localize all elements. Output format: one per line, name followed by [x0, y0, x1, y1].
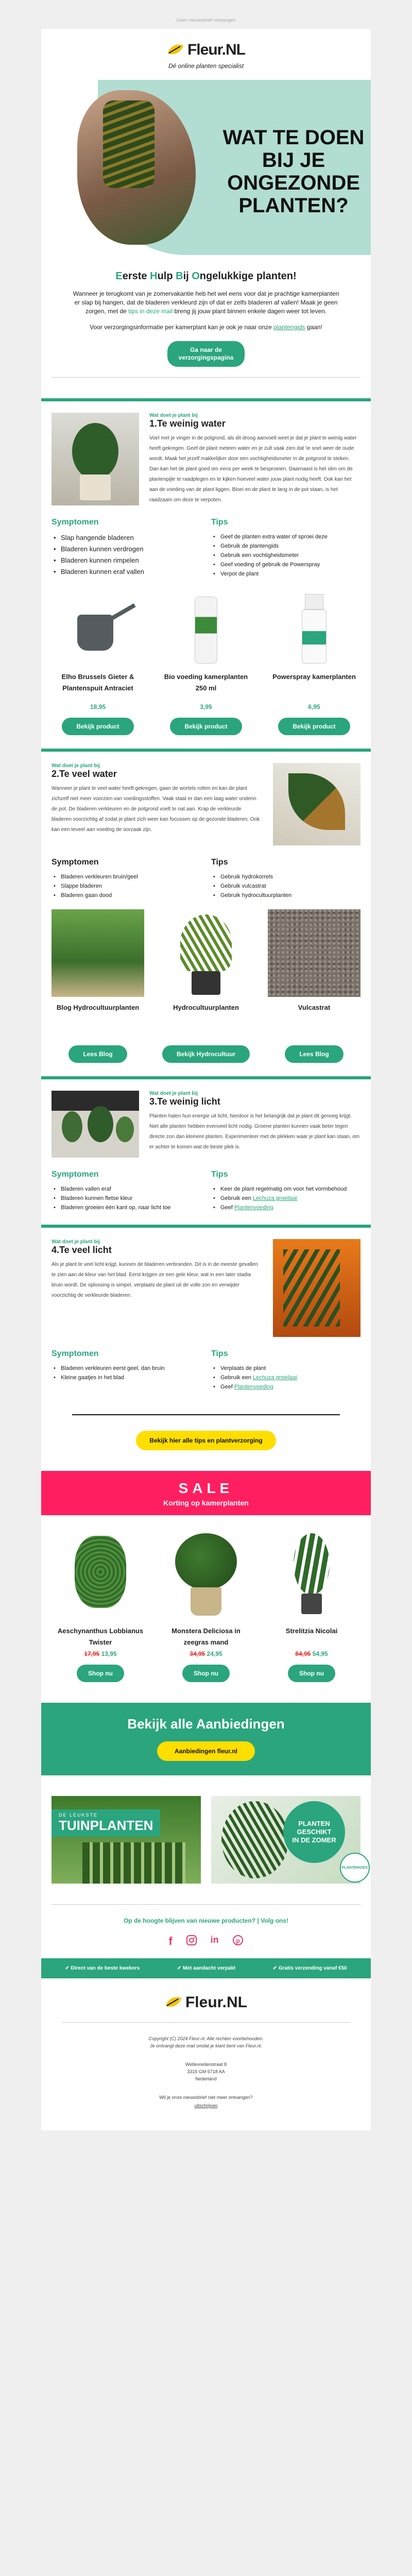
hero-leaf-photo: [103, 100, 154, 188]
info-card[interactable]: [52, 909, 144, 1063]
info-card[interactable]: [160, 909, 252, 1063]
tip-link[interactable]: Plantenvoeding: [234, 1205, 273, 1211]
tip-item: • Gebruik een Lechuza groeilaai: [211, 1194, 360, 1203]
powerspray-image: [268, 589, 360, 666]
symptoms-list: [52, 872, 201, 900]
plantengids-link[interactable]: plantengids: [273, 324, 305, 331]
tip-item: • Gebruik hydrokorrels: [211, 872, 360, 882]
care-page-button[interactable]: Ga naar de verzorgingspagina: [167, 341, 245, 367]
sale-product-card[interactable]: [57, 1531, 144, 1682]
section-too-much-light: [41, 1228, 371, 1404]
brown-leaf-photo: [273, 763, 360, 845]
social-text: Op de hoogte blijven van nieuwe producten? | Volg ons!: [124, 1917, 288, 1924]
product-price: 84,95 54,95: [295, 1650, 328, 1657]
promo-banners: [41, 1775, 371, 1904]
symptoms-list: [52, 1184, 201, 1212]
tip-item: • Gebruik vulcastrat: [211, 882, 360, 891]
product-name: Powerspray kamerplanten: [272, 673, 356, 681]
address-block: Weltevredenstraat 8 3316 GM 6718 AA Nederland: [185, 2062, 227, 2081]
section-title: 1.Te weinig water: [149, 418, 226, 429]
intro-text-1: Wanneer je terugkomt van je zomervakantie heb het wel eens voor dat je prachtige kamerplanten er slap bij hangen, dat de bladeren verkleurd zijn of dat er zelfs bladeren af vallen! Maak je geen zorgen, met de tips in deze mail breng jij jouw plant binnen enkele dagen weer tot leven.: [73, 290, 339, 315]
unsubscribe-link[interactable]: uitschrijven: [194, 2103, 218, 2108]
section-kicker: Wat doet je plant bij: [149, 413, 198, 418]
tip-item: • Gebruik een Lechuza groeilaai: [211, 1373, 360, 1382]
section-too-little-light: [41, 1079, 371, 1225]
offers-title: Bekijk alle Aanbiedingen: [127, 1716, 285, 1732]
usp-item: ✔ Gratis verzending vanaf €50: [272, 1965, 347, 1971]
logo-text: Fleur.NL: [185, 1994, 247, 2011]
tip-item: • Geef Plantenvoeding: [211, 1203, 360, 1212]
symptom-item: • Bladeren vallen eraf: [52, 1184, 201, 1194]
intro: [41, 255, 371, 377]
section-text: Planten halen hun energie uit licht, hierdoor is het belangrijk dat je plant dit genoeg krijgt. Niet alle planten hebben evenveel licht nodig. Groene planten kunnen vaak beter tegen directe zon dan kleinere planten. Experimenteer met de plekken waar je plant kan staan, om er achter te komen wat de beste plek is.: [149, 1113, 360, 1150]
tip-item: • Geef de planten extra water of sproei deze: [211, 532, 360, 541]
sale-subtitle: Korting op kamerplanten: [163, 1499, 249, 1507]
shop-now-button[interactable]: Shop nu: [288, 1665, 335, 1682]
offers-banner: [41, 1703, 371, 1775]
intro-text-2: Voor verzorgingsinformatie per kamerplant kan je ook je naar onze plantengids gaan!: [90, 324, 322, 331]
facebook-icon[interactable]: f: [168, 1935, 173, 1947]
tips-title: Tips: [211, 518, 228, 527]
item-name: Blog Hydrocultuurplanten: [56, 1004, 140, 1011]
palm-image: [221, 1801, 288, 1878]
symptoms-title: Symptomen: [52, 518, 99, 527]
section-kicker: Wat doet je plant bij: [52, 1239, 100, 1245]
product-name: Bio voeding kamerplanten 250 ml: [164, 673, 248, 692]
section-title: 2.Te veel water: [52, 769, 117, 779]
section-too-little-water: [41, 401, 371, 749]
read-blog-button[interactable]: Lees Blog: [285, 1045, 343, 1063]
offers-button[interactable]: Aanbiedingen fleur.nl: [157, 1741, 255, 1761]
product-price: 18,95: [90, 703, 106, 710]
view-product-button[interactable]: Bekijk product: [170, 718, 242, 735]
symptoms-title: Symptomen: [52, 858, 99, 867]
product-price: 3,95: [200, 703, 212, 710]
header: [41, 29, 371, 75]
linkedin-icon[interactable]: in: [210, 1935, 219, 1945]
sale-product-card[interactable]: [162, 1531, 250, 1682]
tip-link[interactable]: Lechuza groeilaai: [253, 1375, 298, 1381]
preheader-text[interactable]: Geen nieuwsbrief ontvangen: [176, 18, 236, 23]
window-plants-photo: [52, 1091, 139, 1158]
symptom-item: • Slappe bladeren: [52, 882, 201, 891]
intro-title: Eerste Hulp Bij Ongelukkige planten!: [115, 270, 297, 282]
sale-product-card[interactable]: [268, 1531, 355, 1682]
garden-plants-banner[interactable]: [52, 1796, 201, 1884]
section-kicker: Wat doet je plant bij: [52, 763, 100, 769]
symptom-item: • Bladeren kunnen eraf vallen: [52, 566, 201, 578]
section-title: 4.Te veel licht: [52, 1245, 112, 1255]
tip-item: • Geef voeding of gebruik de Powerspray: [211, 560, 360, 569]
hydro-plant-image: [160, 909, 252, 997]
view-hydro-button[interactable]: Bekijk Hydrocultuur: [162, 1045, 250, 1063]
aeschynanthus-image: [57, 1531, 144, 1618]
strelitzia-image: [268, 1531, 355, 1618]
leaf-logo-icon: [167, 43, 184, 57]
instagram-icon[interactable]: [186, 1935, 197, 1946]
hero[interactable]: [52, 80, 365, 255]
tips-list: [211, 1364, 360, 1392]
sale-banner: [41, 1471, 371, 1515]
tips-list: [211, 1184, 360, 1212]
hero-headline: WAT TE DOEN BIJ JE ONGEZONDE PLANTEN?: [222, 126, 365, 217]
symptom-item: • Kleine gaatjes in het blad: [52, 1373, 201, 1382]
hydro-blog-image: [52, 909, 144, 997]
view-product-button[interactable]: Bekijk product: [278, 718, 350, 735]
tips-title: Tips: [211, 858, 228, 867]
tip-item: • Gebruik een vochtigheidsmeter: [211, 551, 360, 560]
usp-item: ✔ Met aandacht verpakt: [177, 1965, 236, 1971]
product-name: Strelitzia Nicolai: [285, 1627, 338, 1635]
symptoms-list: [52, 532, 201, 578]
info-card[interactable]: [268, 909, 360, 1063]
footer-logo[interactable]: [165, 1994, 247, 2011]
tip-link[interactable]: Plantenvoeding: [234, 1384, 273, 1390]
tagline: Dé online planten specialist: [168, 62, 244, 70]
unsubscribe-question: Wil je onze nieuwsbrief niet meer ontvangen?: [159, 2095, 253, 2100]
footer: [41, 1978, 371, 2130]
logo-text: Fleur.NL: [187, 41, 245, 58]
section-text: Wanneer je plant te veel water heeft gekregen, gaan de wortels rotten en kan de plant zichzelf niet meer voorzien van voedingsstoffen. Vaak staat er dan een laag water onderin de pot. De bladeren verkleuren en de potgrond voelt te nat aan. Krap de verkleurde bladeren voorzichtig af zodat je plant zich weer kan focussen op de gezonde bladeren. Ook kan een teveel aan voeding de oorzaak zijn.: [52, 786, 260, 833]
pinterest-icon[interactable]: [232, 1935, 244, 1946]
tip-item: • Gebruik hydrocultuurplanten: [211, 891, 360, 900]
tips-title: Tips: [211, 1349, 228, 1358]
item-name: Vulcastrat: [298, 1004, 331, 1011]
symptom-item: • Bladeren gaan dood: [52, 891, 201, 900]
banner-circle: PLANTEN GESCHIKT IN DE ZOMER: [283, 1801, 345, 1863]
leaf-logo-icon: [165, 1996, 182, 2009]
shop-now-button[interactable]: Shop nu: [182, 1665, 230, 1682]
product-price: 17,95 13,95: [84, 1650, 117, 1657]
symptoms-list: [52, 1364, 201, 1382]
symptoms-title: Symptomen: [52, 1349, 99, 1358]
copyright-text: Copyright (C) 2024 Fleur.nl. Alle rechten voorbehouden.: [148, 2036, 264, 2041]
social-icons: [41, 1935, 371, 1948]
tip-item: • Verplaats de plant: [211, 1364, 360, 1373]
tip-item: • Geef Plantenvoeding: [211, 1382, 360, 1392]
product-card[interactable]: [160, 589, 252, 735]
email-card: [41, 29, 371, 2130]
info-grid: [52, 909, 360, 1076]
plantengids-badge: PLANTENGIDS: [340, 1853, 370, 1883]
sunny-plant-photo: [273, 1239, 360, 1337]
logo[interactable]: [167, 41, 245, 59]
tip-item: • Verpot de plant: [211, 569, 360, 579]
symptom-item: • Bladeren kunnen rimpelen: [52, 555, 201, 566]
watering-can-image: [52, 589, 144, 666]
product-grid: [52, 589, 360, 749]
banner-kicker: DE LEUKSTE: [59, 1812, 98, 1818]
section-text: Als je plant te veel licht krijgt, kunnen de bladeren verbranden. Dit is in de meeste gevallen te zien aan de kleur van het blad. Eerst krijgen ze een gele kleur, wat in een later stadia bruin wordt. De oplossing is simpel, verplaats de plant uit de volle zon en verwijder voorzichtig de verkleurde bladeren.: [52, 1262, 258, 1298]
product-name: Monstera Deliciosa in zeegras mand: [171, 1627, 241, 1646]
section-title: 3.Te weinig licht: [149, 1096, 220, 1107]
tips-link[interactable]: tips in deze mail: [128, 308, 173, 315]
banner-title: TUINPLANTEN: [59, 1818, 153, 1833]
sale-title: SALE: [178, 1480, 234, 1496]
tips-title: Tips: [211, 1170, 228, 1179]
symptom-item: • Slap hangende bladeren: [52, 532, 201, 544]
symptoms-title: Symptomen: [52, 1170, 99, 1179]
sale-grid: [41, 1515, 371, 1703]
bio-food-image: [160, 589, 252, 666]
reason-text: Je ontvangt deze mail omdat je klant bent van Fleur.nl.: [150, 2043, 262, 2048]
product-card[interactable]: [52, 589, 144, 735]
symptom-item: • Bladeren verkleuren bruin/geel: [52, 872, 201, 882]
product-card[interactable]: [268, 589, 360, 735]
symptom-item: • Bladeren kunnen verdrogen: [52, 544, 201, 555]
read-blog-button[interactable]: Lees Blog: [68, 1045, 127, 1063]
garden-image: [82, 1842, 185, 1884]
product-name: Aeschynanthus Lobbianus Twister: [57, 1627, 144, 1646]
svg-text:p: p: [235, 1937, 240, 1944]
product-price: 34,95 24,95: [190, 1650, 222, 1657]
summer-plants-banner[interactable]: [211, 1796, 368, 1884]
symptom-item: • Bladeren groeien één kant op, naar licht toe: [52, 1203, 201, 1212]
item-name: Hydrocultuurplanten: [173, 1004, 239, 1011]
monstera-image: [162, 1531, 250, 1618]
tips-list: [211, 872, 360, 900]
product-price: 6,95: [308, 703, 320, 710]
section-kicker: Wat doet je plant bij: [149, 1091, 198, 1096]
dry-plant-photo: [52, 413, 139, 505]
tips-list: [211, 532, 360, 579]
shop-now-button[interactable]: Shop nu: [77, 1665, 124, 1682]
all-tips-button[interactable]: Bekijk hier alle tips en plantverzorging: [136, 1431, 276, 1450]
section-too-much-water: [41, 752, 371, 1076]
view-product-button[interactable]: Bekijk product: [62, 718, 133, 735]
usp-item: ✔ Direct van de beste kwekers: [65, 1965, 140, 1971]
product-name: Elho Brussels Gieter & Plantenspuit Antraciet: [61, 673, 134, 692]
section-text: Voel met je vinger in de potgrond, als dit droog aanvoelt weet je dat je plant te weinig water heeft gekregen. Geef de plant meteen water en je zult vaak zien dat 'ie snel weer de oude wordt. Maak het jezelf makkelijker door een vochtigheidsmeter in de potgrond te steken. Dan kan het de plant goed om eens per week te besproeien. Daarnaast is het slim om de plantenpijle te raadplegen en te kijken hoeveel water jouw plant nodig heeft. Ook kan het aan de voeding van de plant liggen. Bloei en de plant te lang in de pot staan, is het raadzaam om deze te verpoten.: [149, 435, 357, 503]
vulcastrat-image: [268, 909, 360, 997]
usp-bar: [41, 1958, 371, 1978]
tip-item: • Gebruik de plantengids: [211, 541, 360, 551]
tip-link[interactable]: Lechuza groeilaai: [253, 1195, 298, 1201]
symptom-item: • Bladeren verkleuren eerst geel, dan bruin: [52, 1364, 201, 1373]
tip-item: • Keer de plant regelmatig om voor het vormbehoud: [211, 1184, 360, 1194]
symptom-item: • Bladeren kunnen fletse kleur: [52, 1194, 201, 1203]
social-section: [41, 1905, 371, 1958]
